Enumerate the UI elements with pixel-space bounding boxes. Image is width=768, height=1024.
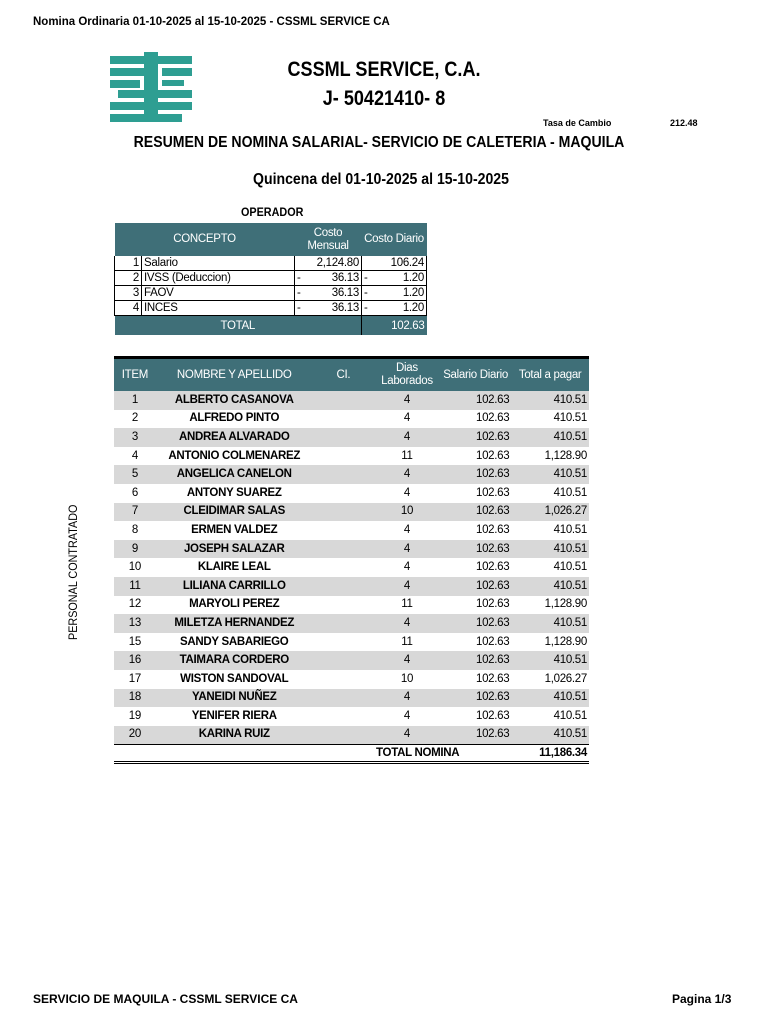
- employee-total: 410.51: [511, 391, 589, 410]
- employee-total: 410.51: [511, 707, 589, 726]
- item-header: ITEM: [114, 358, 156, 392]
- concept-name: Salario: [142, 256, 295, 271]
- employee-row: [114, 465, 589, 484]
- employee-name: ALBERTO CASANOVA: [156, 391, 313, 410]
- employee-daily-salary: 102.63: [440, 651, 511, 670]
- employee-days: 4: [374, 577, 440, 596]
- employee-days: 11: [374, 633, 440, 652]
- concept-daily: 106.24: [362, 256, 427, 271]
- employee-ci: [313, 689, 374, 708]
- employee-daily-salary: 102.63: [440, 633, 511, 652]
- employee-row: [114, 503, 589, 522]
- employee-row: [114, 410, 589, 429]
- concept-num: 1: [115, 256, 142, 271]
- employee-total: 410.51: [511, 410, 589, 429]
- total-nomina-label: TOTAL NOMINA: [374, 745, 511, 763]
- employee-name: KARINA RUIZ: [156, 726, 313, 745]
- employee-row: [114, 651, 589, 670]
- employee-row: [114, 558, 589, 577]
- employee-row: [114, 633, 589, 652]
- employee-name: ANTONIO COLMENAREZ: [156, 447, 313, 466]
- employee-ci: [313, 410, 374, 429]
- employee-daily-salary: 102.63: [440, 540, 511, 559]
- employee-ci: [313, 484, 374, 503]
- concept-daily: - 1.20: [362, 301, 427, 316]
- page-number: Pagina 1/3: [672, 992, 732, 1006]
- concept-num: 3: [115, 286, 142, 301]
- employee-name: YENIFER RIERA: [156, 707, 313, 726]
- employee-item: 15: [114, 633, 156, 652]
- concept-monthly: 2,124.80: [295, 256, 362, 271]
- employee-total: 410.51: [511, 689, 589, 708]
- concept-total-row: [115, 316, 427, 336]
- employee-daily-salary: 102.63: [440, 726, 511, 745]
- concept-row: [115, 301, 427, 316]
- employee-daily-salary: 102.63: [440, 521, 511, 540]
- employee-total: 410.51: [511, 558, 589, 577]
- concept-monthly: - 36.13: [295, 286, 362, 301]
- employee-row: [114, 391, 589, 410]
- employee-item: 8: [114, 521, 156, 540]
- employee-daily-salary: 102.63: [440, 465, 511, 484]
- employee-days: 4: [374, 558, 440, 577]
- employee-row: [114, 614, 589, 633]
- employee-row: [114, 447, 589, 466]
- days-header: Dias Laborados: [374, 358, 440, 392]
- concept-daily: - 1.20: [362, 271, 427, 286]
- employee-table: [114, 356, 589, 764]
- employee-row: [114, 484, 589, 503]
- concept-monthly: - 36.13: [295, 301, 362, 316]
- employee-name: ANDREA ALVARADO: [156, 428, 313, 447]
- operator-label: OPERADOR: [241, 205, 304, 219]
- employee-ci: [313, 521, 374, 540]
- employee-total: 410.51: [511, 484, 589, 503]
- employee-name: MARYOLI PEREZ: [156, 596, 313, 615]
- concept-table: [114, 223, 427, 335]
- employee-total: 1,026.27: [511, 670, 589, 689]
- employee-name: SANDY SABARIEGO: [156, 633, 313, 652]
- employee-name: ERMEN VALDEZ: [156, 521, 313, 540]
- daily-salary-header: Salario Diario: [440, 358, 511, 392]
- employee-item: 3: [114, 428, 156, 447]
- employee-total: 1,026.27: [511, 503, 589, 522]
- footer-left: SERVICIO DE MAQUILA - CSSML SERVICE CA: [33, 992, 298, 1006]
- employee-days: 4: [374, 726, 440, 745]
- employee-item: 11: [114, 577, 156, 596]
- company-rif: J- 50421410- 8: [322, 87, 446, 110]
- employee-daily-salary: 102.63: [440, 503, 511, 522]
- daily-cost-header: Costo Diario: [362, 223, 427, 256]
- employee-daily-salary: 102.63: [440, 577, 511, 596]
- employee-ci: [313, 447, 374, 466]
- concept-total-label: TOTAL: [115, 316, 362, 336]
- employee-item: 6: [114, 484, 156, 503]
- employee-ci: [313, 651, 374, 670]
- employee-ci: [313, 614, 374, 633]
- employee-row: [114, 689, 589, 708]
- employee-daily-salary: 102.63: [440, 707, 511, 726]
- employee-total: 410.51: [511, 726, 589, 745]
- employee-daily-salary: 102.63: [440, 447, 511, 466]
- employee-row: [114, 521, 589, 540]
- total-pay-header: Total a pagar: [511, 358, 589, 392]
- monthly-cost-header: Costo Mensual: [295, 223, 362, 256]
- employee-daily-salary: 102.63: [440, 670, 511, 689]
- employee-item: 10: [114, 558, 156, 577]
- employee-header-row: [114, 358, 589, 392]
- employee-days: 10: [374, 503, 440, 522]
- employee-row: [114, 670, 589, 689]
- employee-item: 18: [114, 689, 156, 708]
- employee-daily-salary: 102.63: [440, 614, 511, 633]
- employee-total: 410.51: [511, 465, 589, 484]
- employee-item: 16: [114, 651, 156, 670]
- employee-item: 19: [114, 707, 156, 726]
- employee-days: 11: [374, 596, 440, 615]
- employee-name: CLEIDIMAR SALAS: [156, 503, 313, 522]
- report-title: RESUMEN DE NOMINA SALARIAL- SERVICIO DE CALETERIA - MAQUILA: [133, 134, 625, 151]
- period-title: Quincena del 01-10-2025 al 15-10-2025: [253, 171, 509, 188]
- total-nomina-value: 11,186.34: [511, 745, 589, 763]
- concept-row: [115, 286, 427, 301]
- employee-row: [114, 596, 589, 615]
- concept-name: IVSS (Deduccion): [142, 271, 295, 286]
- employee-name: ANGELICA CANELON: [156, 465, 313, 484]
- employee-item: 13: [114, 614, 156, 633]
- employee-ci: [313, 726, 374, 745]
- employee-ci: [313, 596, 374, 615]
- employee-row: [114, 726, 589, 745]
- employee-item: 9: [114, 540, 156, 559]
- employee-ci: [313, 465, 374, 484]
- exchange-rate-value: 212.48: [670, 118, 698, 128]
- employee-ci: [313, 391, 374, 410]
- employee-total: 410.51: [511, 428, 589, 447]
- employee-days: 4: [374, 540, 440, 559]
- employee-days: 4: [374, 651, 440, 670]
- employee-ci: [313, 707, 374, 726]
- employee-days: 4: [374, 391, 440, 410]
- employee-row: [114, 428, 589, 447]
- employee-item: 20: [114, 726, 156, 745]
- employee-daily-salary: 102.63: [440, 428, 511, 447]
- employee-days: 4: [374, 428, 440, 447]
- employee-total: 410.51: [511, 614, 589, 633]
- name-header: NOMBRE Y APELLIDO: [156, 358, 313, 392]
- personal-contratado-label: PERSONAL CONTRATADO: [66, 504, 80, 640]
- employee-days: 4: [374, 614, 440, 633]
- employee-name: ALFREDO PINTO: [156, 410, 313, 429]
- employee-days: 4: [374, 521, 440, 540]
- employee-total: 410.51: [511, 540, 589, 559]
- concept-row: [115, 271, 427, 286]
- employee-ci: [313, 540, 374, 559]
- employee-total: 410.51: [511, 651, 589, 670]
- employee-item: 1: [114, 391, 156, 410]
- page-header: Nomina Ordinaria 01-10-2025 al 15-10-2025 - CSSML SERVICE CA: [33, 16, 390, 28]
- employee-total: 1,128.90: [511, 596, 589, 615]
- employee-name: MILETZA HERNANDEZ: [156, 614, 313, 633]
- employee-total: 410.51: [511, 577, 589, 596]
- employee-total: 410.51: [511, 521, 589, 540]
- company-name: CSSML SERVICE, C.A.: [287, 58, 481, 81]
- employee-name: WISTON SANDOVAL: [156, 670, 313, 689]
- concept-num: 2: [115, 271, 142, 286]
- employee-ci: [313, 633, 374, 652]
- employee-item: 17: [114, 670, 156, 689]
- employee-daily-salary: 102.63: [440, 689, 511, 708]
- employee-days: 4: [374, 689, 440, 708]
- concept-name: FAOV: [142, 286, 295, 301]
- employee-item: 7: [114, 503, 156, 522]
- employee-total: 1,128.90: [511, 447, 589, 466]
- employee-days: 4: [374, 410, 440, 429]
- employee-total: 1,128.90: [511, 633, 589, 652]
- employee-days: 10: [374, 670, 440, 689]
- employee-row: [114, 577, 589, 596]
- employee-daily-salary: 102.63: [440, 596, 511, 615]
- total-nomina-row: [114, 745, 589, 763]
- concept-header-row: [115, 223, 427, 256]
- employee-daily-salary: 102.63: [440, 391, 511, 410]
- employee-days: 4: [374, 484, 440, 503]
- employee-name: KLAIRE LEAL: [156, 558, 313, 577]
- concept-daily: - 1.20: [362, 286, 427, 301]
- exchange-rate-label: Tasa de Cambio: [543, 118, 612, 128]
- employee-daily-salary: 102.63: [440, 558, 511, 577]
- employee-name: LILIANA CARRILLO: [156, 577, 313, 596]
- concept-header: CONCEPTO: [115, 223, 295, 256]
- employee-daily-salary: 102.63: [440, 410, 511, 429]
- employee-name: JOSEPH SALAZAR: [156, 540, 313, 559]
- employee-item: 12: [114, 596, 156, 615]
- employee-ci: [313, 577, 374, 596]
- concept-row: [115, 256, 427, 271]
- employee-item: 4: [114, 447, 156, 466]
- concept-name: INCES: [142, 301, 295, 316]
- employee-row: [114, 707, 589, 726]
- employee-name: ANTONY SUAREZ: [156, 484, 313, 503]
- employee-days: 4: [374, 465, 440, 484]
- employee-days: 4: [374, 707, 440, 726]
- employee-row: [114, 540, 589, 559]
- employee-item: 5: [114, 465, 156, 484]
- ci-header: CI.: [313, 358, 374, 392]
- concept-total-value: 102.63: [362, 316, 427, 336]
- employee-name: YANEIDI NUÑEZ: [156, 689, 313, 708]
- employee-ci: [313, 503, 374, 522]
- concept-num: 4: [115, 301, 142, 316]
- employee-name: TAIMARA CORDERO: [156, 651, 313, 670]
- employee-item: 2: [114, 410, 156, 429]
- employee-daily-salary: 102.63: [440, 484, 511, 503]
- employee-ci: [313, 428, 374, 447]
- employee-ci: [313, 558, 374, 577]
- employee-ci: [313, 670, 374, 689]
- concept-monthly: - 36.13: [295, 271, 362, 286]
- employee-days: 11: [374, 447, 440, 466]
